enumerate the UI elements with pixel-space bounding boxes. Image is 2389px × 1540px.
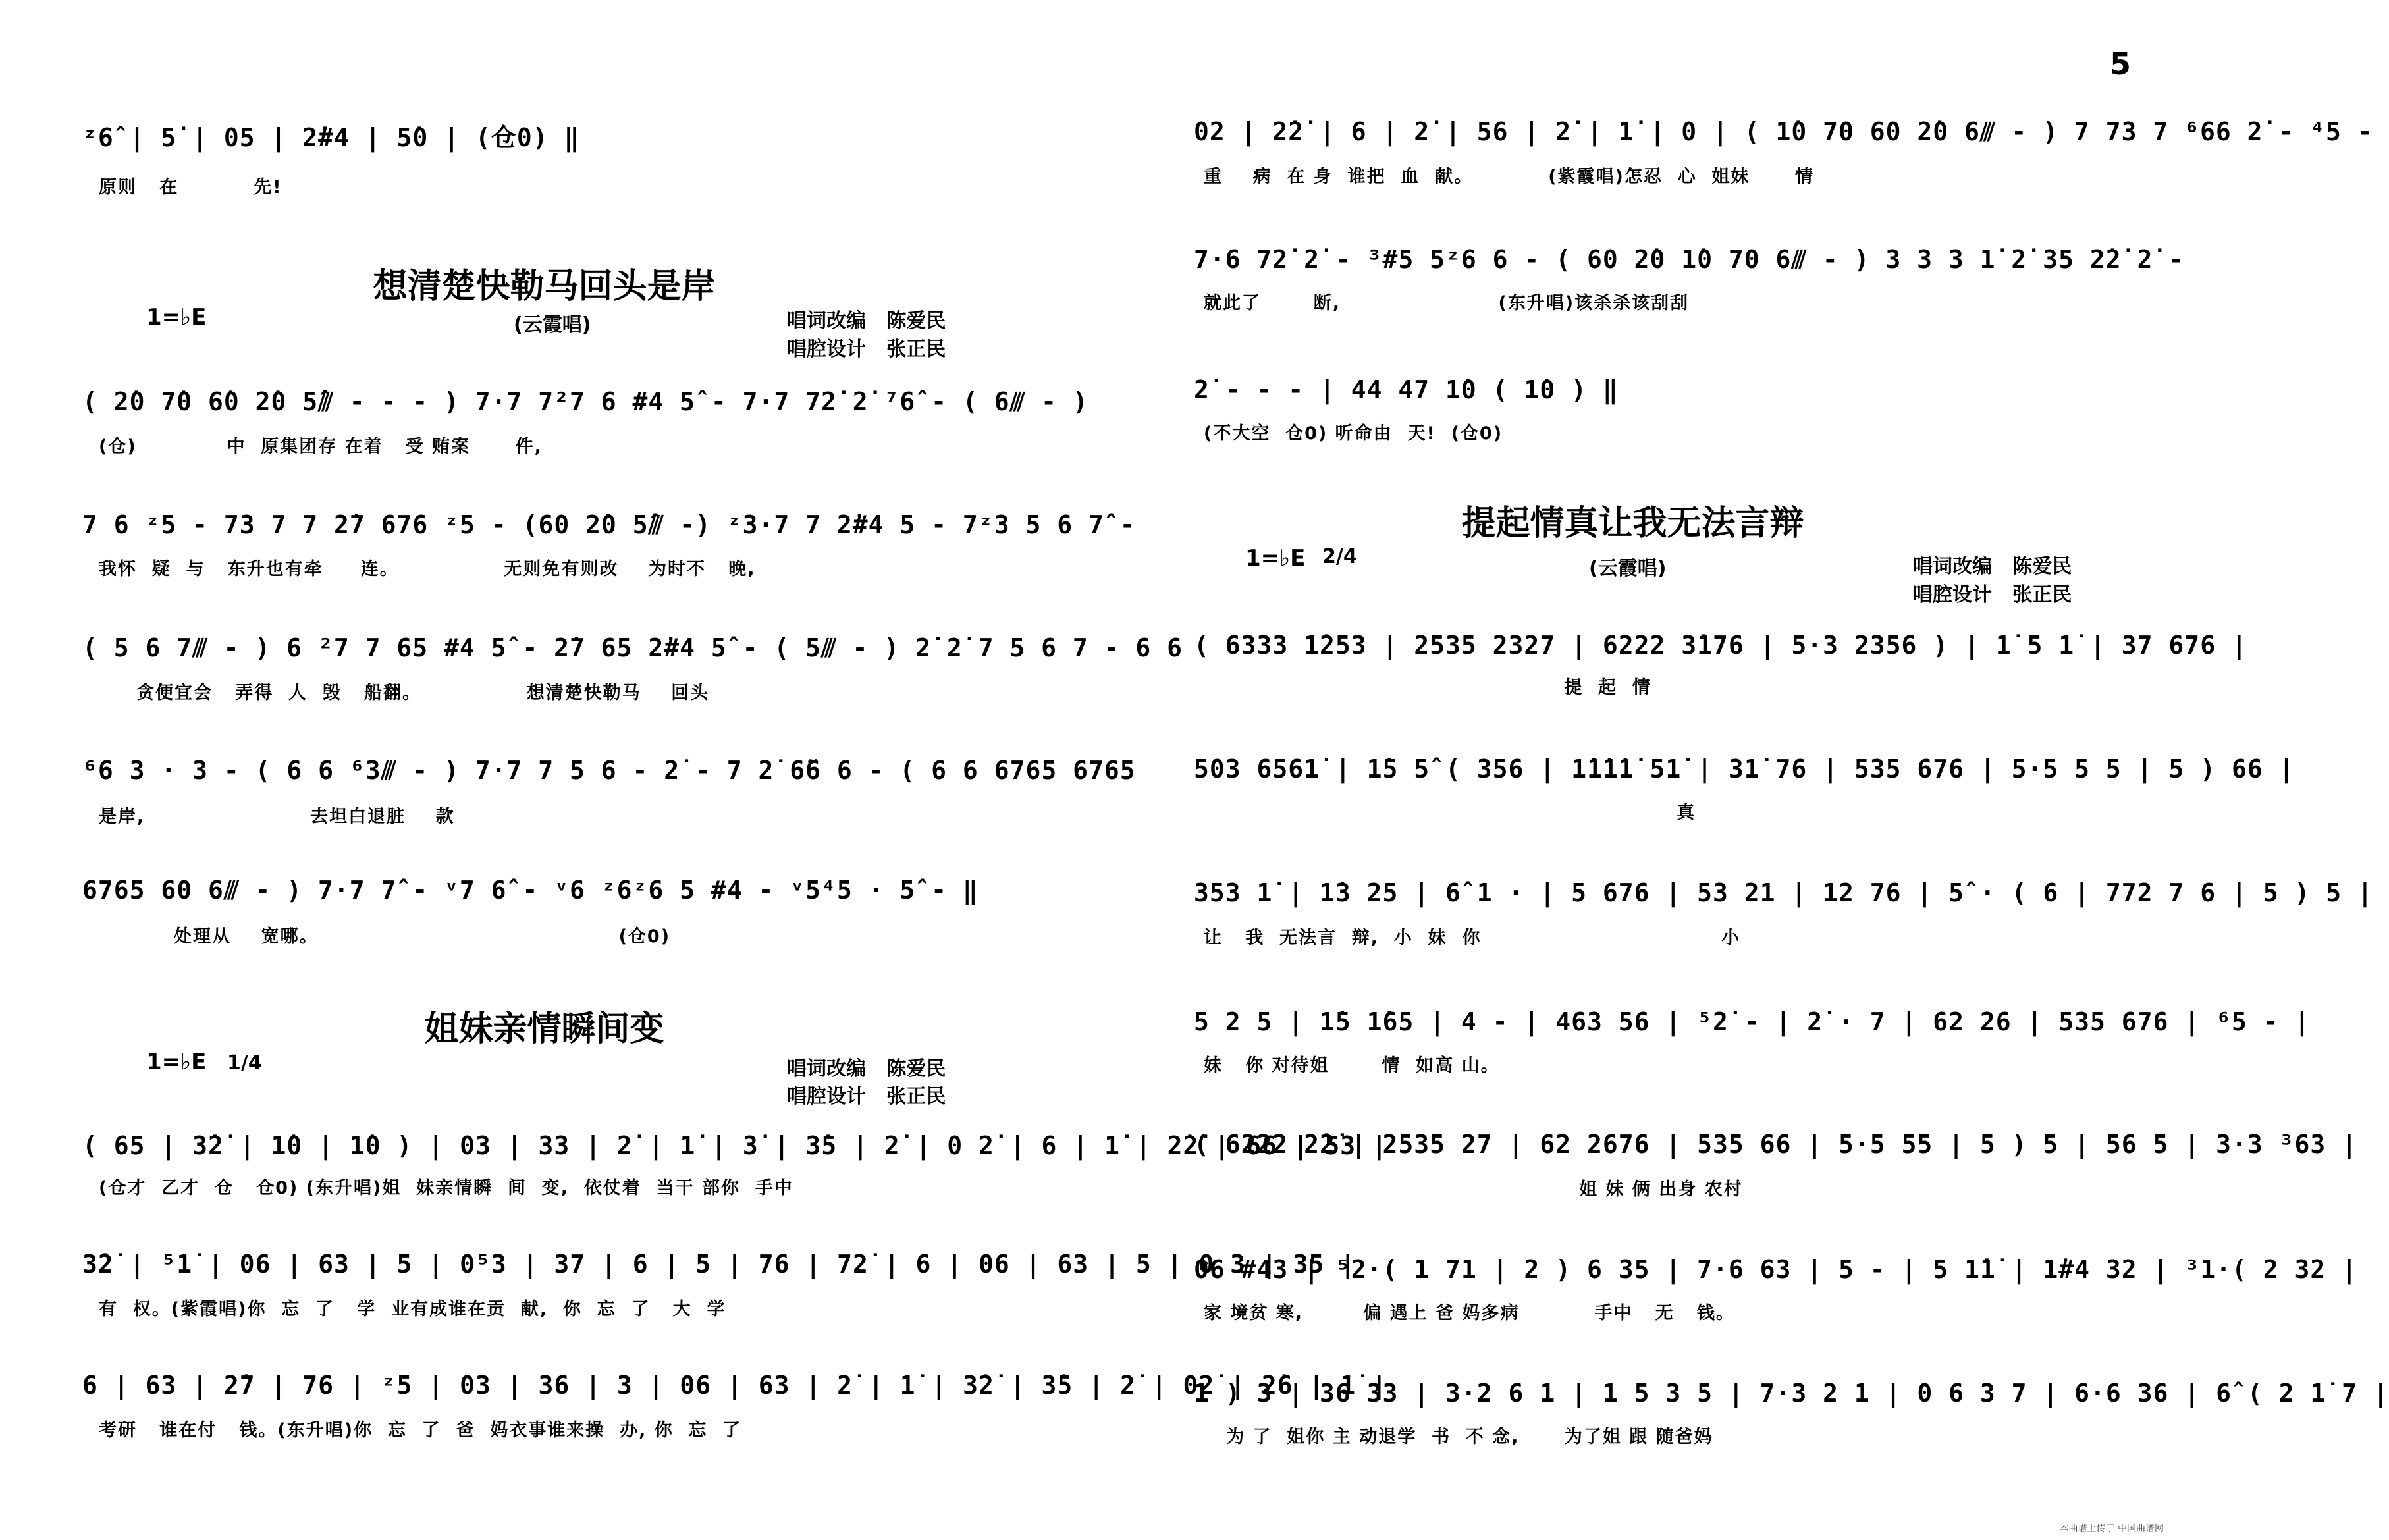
lyric-line: 为 了 姐你 主 动退学 书 不 念, 为了姐 跟 随爸妈: [1204, 1427, 1713, 1447]
notation-line: 6765 60 6⫻ - ) 7·7 7̂ - ᵛ7 6̂ - ᵛ6 ᶻ6ᶻ6 5 #4 - ᵛ5⁴5 · 5̂ - ‖: [82, 876, 979, 905]
credit-lyrics-2: 唱词改编 陈爱民: [787, 1057, 946, 1080]
notation-line: ( 2̇0 7̇0 6̇0 2̇0 5̂⫻ - - - ) 7·7 7²7 6 #4 5̂ - 7·7 72̇ 2̇ ⁷6̂ - ( 6⫻ - ): [82, 387, 1088, 416]
notation-line: 5 2 5 | 1̇5 1̇65 | 4 - | 463 56 | ⁵2̇ - | 2̇ · 7 | 62 26 | 535 676 | ⁶5 - |: [1194, 1007, 2311, 1036]
key-signature-3: 1=♭E: [1245, 545, 1306, 571]
credit-melody-1: 唱腔设计 张正民: [787, 338, 946, 361]
lyric-line: 就此了 断, (东升唱)该杀杀该刮刮: [1204, 293, 1690, 313]
song-title-3: 提起情真让我无法言辩: [1461, 504, 1804, 543]
lyric-line: 真: [1204, 803, 1696, 823]
song-title-2: 姐妹亲情瞬间变: [424, 1009, 664, 1049]
notation-line: ( 6333 1̇253 | 2535 2327 | 6222 3̇176 | 5·3 2356 ) | 1̇ 5 1̇ | 37 676 |: [1194, 631, 2247, 660]
lyric-line: 我怀 疑 与 东升也有牵 连。 无则免有则改 为时不 晚,: [99, 559, 756, 579]
credit-melody-3: 唱腔设计 张正民: [1913, 583, 2072, 606]
notation-line: 06 #43 | ⁵2·( 1 71 | 2 ) 6 35 | 7·6 63 | 5 - | 5 1̇1̇ | 1̇#4 32 | ³1·( 2 32 |: [1194, 1255, 2357, 1284]
notation-line: ( 6222 2̇2̇ | 2535 27 | 62 2676 | 535 66 | 5·5 55 | 5 ) 5 | 56 5 | 3·3 ³63 |: [1194, 1130, 2357, 1159]
time-signature-3: 2/4: [1322, 545, 1357, 568]
notation-line: 02 | 2̇2̇ | 6 | 2̇ | 56 | 2̇ | 1̇ | 0 | ( 1̇0 70 60 2̇0 6⫻ - ) 7 73 7 ⁶66 2̇ - ⁴5 -: [1194, 117, 2373, 146]
lyric-line: 提 起 情: [1204, 677, 1651, 698]
notation-line: 2̇ - - - | 44 47 1̇0 ( 1̇0 ) ‖: [1194, 375, 1619, 404]
opening-lyrics: 原则 在 先!: [99, 177, 282, 198]
key-signature-2: 1=♭E: [146, 1049, 207, 1075]
credit-lyrics-3: 唱词改编 陈爱民: [1913, 555, 2072, 578]
singer-1: (云霞唱): [514, 313, 591, 336]
footer-watermark: 本曲谱上传于 中国曲谱网: [2059, 1524, 2164, 1534]
notation-line: 6 | 63 | 2̇7 | 76 | ᶻ5 | 03 | 36 | 3 | 06 | 63 | 2̇ | 1̇ | 3̇2̇ | 3̇5 | 2̇ | 02̇ | 2̇6 | 1̇ |: [82, 1371, 1387, 1400]
lyric-line: (仓才 乙才 仓 仓0) (东升唱)姐 妹亲情瞬 间 变, 依仗着 当干 部你 手中: [99, 1178, 793, 1198]
right-page: [1088, 0, 2389, 1540]
notation-line: 7·6 72̇ 2̇ - ³#5 5ᶻ6 6 - ( 60 2̇0 1̇0 70 6⫻ - ) 3 3 3 1̇ 2̇ 35 2̇2̇ 2̇ -: [1194, 245, 2185, 274]
song-title-1: 想清楚快勒马回头是岸: [373, 267, 716, 306]
lyric-line: (仓) 中 原集团存 在着 受 贿案 件,: [99, 437, 543, 457]
notation-line: 353 1̇ | 1̇3 25 | 6̂ 1 · | 5 676 | 53 21 | 12 76 | 5̂ · ( 6 | 772 7 6 | 5 ) 5 |: [1194, 878, 2373, 907]
notation-line: 3̇2̇ | ⁵1̇ | 06 | 63 | 5 | 0⁵3 | 37 | 6 | 5 | 76 | 72̇ | 6 | 06 | 63 | 5 | 0 3 | 35 |: [82, 1250, 1356, 1279]
lyric-line: 考研 谁在付 钱。(东升唱)你 忘 了 爸 妈衣事谁来操 办, 你 忘 了: [99, 1420, 742, 1441]
notation-line: ( 65 | 3̇2̇ | 1̇0 | 1̇0 ) | 03 | 33 | 2̇ | 1̇ | 3̇ | 3̇5 | 2̇ | 0 2̇ | 6 | 1̇ | 2̇2̇ | 66 | 53 |: [82, 1131, 1387, 1160]
lyric-line: 姐 妹 俩 出身 农村: [1204, 1179, 1743, 1200]
notation-line: 1 ) 3 | 36 33 | 3·2 6 1 | 1 5 3 5 | 7·3 2 1 | 0 6 3 7 | 6·6 36 | 6̂ ( 2 1̇ 7 |: [1194, 1379, 2389, 1408]
lyric-line: 让 我 无法言 辩, 小 妹 你 小: [1204, 928, 1741, 948]
key-signature-1: 1=♭E: [146, 304, 207, 331]
credit-lyrics-1: 唱词改编 陈爱民: [787, 309, 946, 332]
lyric-line: 有 权。(紫霞唱)你 忘 了 学 业有成谁在贡 献, 你 忘 了 大 学: [99, 1299, 726, 1319]
lyric-line: 是岸, 去坦白退脏 款: [99, 807, 455, 827]
lyric-line: 贪便宜会 弄得 人 毁 船翻。 想清楚快勒马 回头: [99, 683, 710, 703]
opening-notes: ᶻ6̂ | 5̇ | 05 | 2̇#4 | 5̇0 | (仓0) ‖: [82, 123, 580, 152]
lyric-line: 重 病 在 身 谁把 血 献。 (紫霞唱)怎忍 心 姐妹 情: [1204, 167, 1814, 187]
singer-3: (云霞唱): [1589, 557, 1667, 580]
lyric-line: 处理从 宽哪。 (仓0): [99, 926, 671, 947]
lyric-line: (不大空 仓0) 听命由 天! (仓0): [1204, 423, 1503, 444]
lyric-line: 家 境贫 寒, 偏 遇上 爸 妈多病 手中 无 钱。: [1204, 1303, 1735, 1323]
notation-line: 503 6561̇ | 1̇5 5̂ ( 356 | 1̇1̇1̇1̇ 51̇ | 31̇ 76 | 535 676 | 5·5 5 5 | 5 ) 66 |: [1194, 755, 2295, 783]
lyric-line: 妹 你 对待姐 情 如高 山。: [1204, 1055, 1500, 1076]
credit-melody-2: 唱腔设计 张正民: [787, 1085, 946, 1108]
notation-line: ⁶6 3 · 3 - ( 6 6 ⁶3⫻ - ) 7·7 7 5 6 - 2̇ - 7 2̇ 6̃6 6 - ( 6 6 6765 6765: [82, 756, 1136, 785]
notation-line: ( 5 6 7⫻ - ) 6 ²7 7 65 #4 5̂ - 2̇7 65 2̇#4 5̂ - ( 5⫻ - ) 2̇ 2̇ 7 5 6 7 - 6 6: [82, 633, 1183, 662]
notation-line: 7 6 ᶻ5 - 73 7 7 2̇7 676 ᶻ5 - (60 2̇0 5̂⫻ -) ᶻ3·7 7 2̇#4 5 - 7ᶻ3 5 6 7̂ -: [82, 510, 1136, 539]
time-signature-2: 1/4: [227, 1051, 262, 1075]
page-number: 5: [2109, 46, 2131, 82]
